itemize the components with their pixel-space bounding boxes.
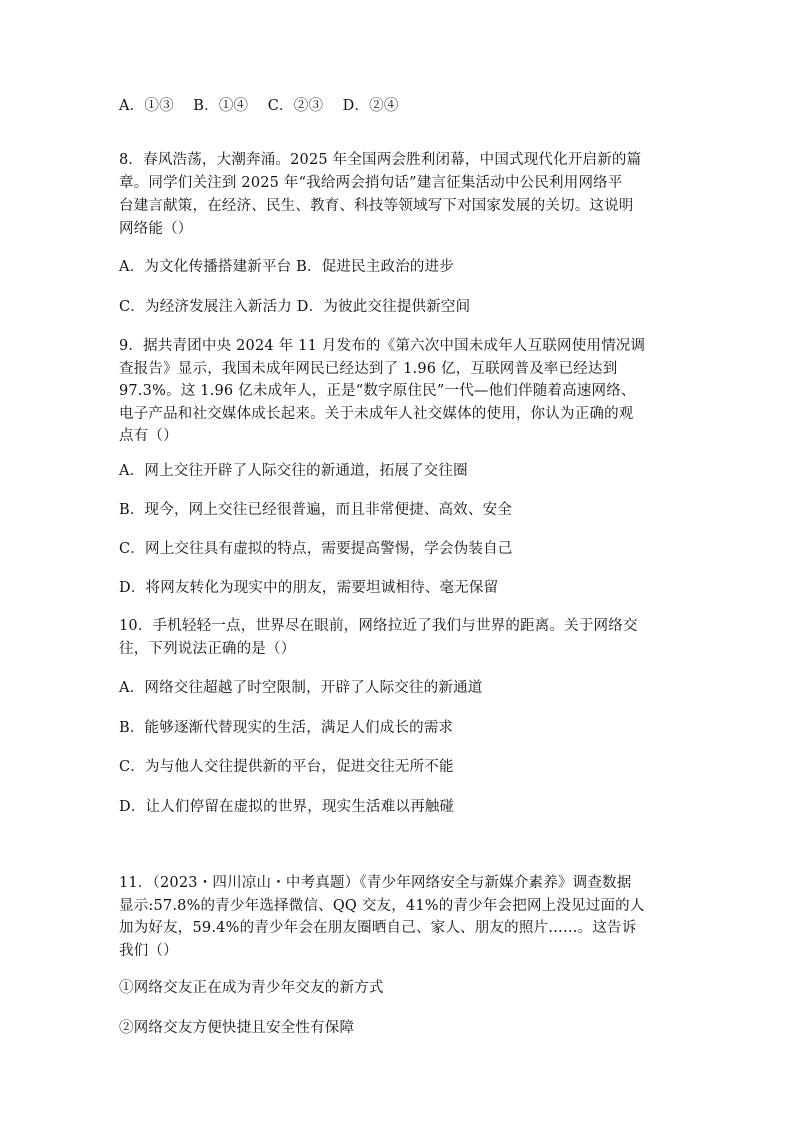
q8-options-ab: A．为文化传播搭建新平台 B．促进民主政治的进步 — [119, 259, 455, 275]
q9-stem-line-4: 电子产品和社交媒体成长起来。关于未成年人社交媒体的使用，你认为正确的观 — [119, 406, 634, 422]
q9-option-d: D．将网友转化为现实中的朋友，需要坦诚相待、毫无保留 — [119, 580, 499, 596]
q10-option-a: A．网络交往超越了时空限制，开辟了人际交往的新通道 — [119, 680, 483, 696]
q11-statement-2: ②网络交友方便快捷且安全性有保障 — [119, 1020, 355, 1036]
q11-stem-line-4: 我们（） — [119, 943, 178, 959]
q10-option-d: D．让人们停留在虚拟的世界，现实生活难以再触碰 — [119, 799, 455, 815]
q9-option-c: C．网上交往具有虚拟的特点，需要提高警惕，学会伪装自己 — [119, 541, 513, 557]
q10-option-c: C．为与他人交往提供新的平台，促进交往无所不能 — [119, 759, 454, 775]
q10-stem-line-1: 10．手机轻轻一点，世界尽在眼前，网络拉近了我们与世界的距离。关于网络交 — [119, 618, 638, 634]
q7-options: A．①③ B．①④ C．②③ D．②④ — [119, 98, 399, 114]
q9-stem-line-3: 97.3%。这 1.96 亿未成年人，正是“数字原住民”一代—他们伴随着高速网络、 — [119, 383, 636, 399]
q10-option-b: B．能够逐渐代替现实的生活，满足人们成长的需求 — [119, 720, 454, 736]
q10-stem-line-2: 往，下列说法正确的是（） — [119, 641, 296, 657]
q8-options-cd: C．为经济发展注入新活力 D．为彼此交往提供新空间 — [119, 299, 471, 315]
q11-stem-line-3: 加为好友，59.4%的青少年会在朋友圈晒自己、家人、朋友的照片……。这告诉 — [119, 920, 637, 936]
q8-stem-line-1: 8．春风浩荡，大潮奔涌。2025 年全国两会胜利闭幕，中国式现代化开启新的篇 — [119, 152, 642, 168]
q8-stem-line-3: 台建言献策，在经济、民生、教育、科技等领域写下对国家发展的关切。这说明 — [119, 198, 634, 214]
q11-statement-1: ①网络交友正在成为青少年交友的新方式 — [119, 980, 384, 996]
q9-option-b: B．现今，网上交往已经很普遍，而且非常便捷、高效、安全 — [119, 502, 513, 518]
q9-stem-line-1: 9．据共青团中央 2024 年 11 月发布的《第六次中国未成年人互联网使用情况调 — [119, 338, 646, 354]
q9-stem-line-5: 点有（） — [119, 428, 178, 444]
q8-stem-line-4: 网络能（） — [119, 221, 193, 237]
q8-stem-line-2: 章。同学们关注到 2025 年“我给两会捎句话”建言征集活动中公民利用网络平 — [119, 175, 623, 191]
q11-stem-line-1: 11．（2023・四川凉山・中考真题）《青少年网络安全与新媒介素养》调查数据 — [119, 875, 632, 891]
q11-stem-line-2: 显示:57.8%的青少年选择微信、QQ 交友，41%的青少年会把网上没见过面的人 — [119, 898, 645, 914]
q9-stem-line-2: 查报告》显示，我国未成年网民已经达到了 1.96 亿，互联网普及率已经达到 — [119, 361, 618, 377]
q9-option-a: A．网上交往开辟了人际交往的新通道，拓展了交往圈 — [119, 463, 468, 479]
